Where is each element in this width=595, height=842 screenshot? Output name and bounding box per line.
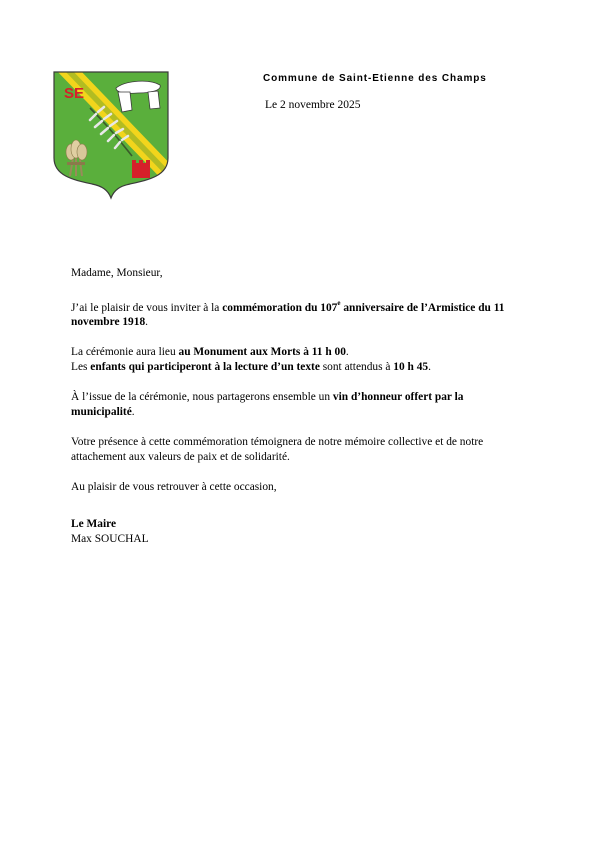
crest-initials: SE — [64, 85, 85, 102]
red-castle-icon — [132, 160, 150, 178]
signature-title: Le Maire — [71, 518, 117, 530]
signature-name: Max SOUCHAL — [71, 532, 149, 545]
paragraph-invitation: J’ai le plaisir de vous inviter à la commémoration du 107e anniversaire de l’Armistice du 11 novembre 1918. — [71, 299, 505, 328]
salutation: Madame, Monsieur, — [71, 267, 163, 279]
letter-date: Le 2 novembre 2025 — [265, 99, 361, 111]
coat-of-arms-logo — [52, 70, 170, 200]
commune-name: Commune de Saint-Etienne des Champs — [263, 73, 487, 84]
signature-block — [71, 517, 149, 546]
letter-body — [71, 266, 521, 511]
paragraph-presence: Votre présence à cette commémoration témoignera de notre mémoire collective et de notre attachement aux valeurs de paix et de solidarité. — [71, 436, 484, 463]
paragraph-schedule: La cérémonie aura lieu au Monument aux Morts à 11 h 00. Les enfants qui participeront à la lecture d’un texte sont attendus à 10 h 45. — [71, 346, 431, 373]
closing-line: Au plaisir de vous retrouver à cette occasion, — [71, 481, 277, 494]
paragraph-reception: À l’issue de la cérémonie, nous partagerons ensemble un vin d’honneur offert par la municipalité. — [71, 391, 464, 418]
